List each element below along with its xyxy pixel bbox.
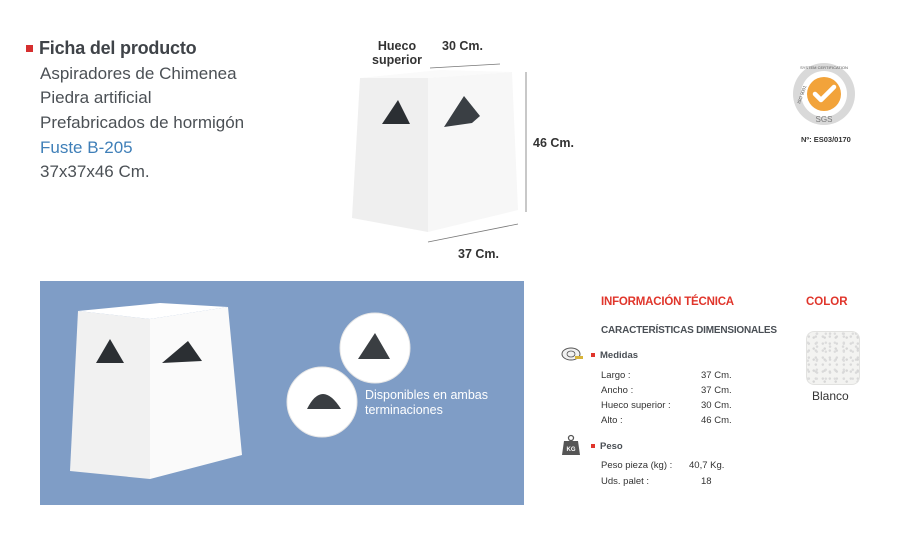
medidas-heading (591, 350, 638, 361)
color-swatch-blanco (806, 331, 860, 385)
header-line-2: Piedra artificial (40, 88, 152, 107)
peso-bullet (591, 444, 595, 448)
spec-key: Largo : (601, 370, 631, 381)
tech-info-subtitle: CARACTERÍSTICAS DIMENSIONALES (601, 325, 777, 336)
top-dimension-line (430, 64, 500, 68)
tape-measure-icon (561, 346, 583, 362)
color-name: Blanco (812, 389, 849, 403)
spec-row-hueco (601, 400, 732, 411)
medidas-bullet (591, 353, 595, 357)
spec-row-alto (601, 415, 732, 426)
spec-row-ancho (601, 385, 732, 396)
medidas-heading-text: Medidas (600, 350, 639, 361)
spec-key: Uds. palet : (601, 476, 650, 487)
sgs-certification-seal (790, 60, 860, 132)
tech-info-title: INFORMACIÓN TÉCNICA (601, 296, 734, 308)
product-right-face (428, 72, 518, 232)
hueco-superior-label: Hueco superior (372, 39, 423, 67)
title-bullet (26, 45, 33, 52)
product-left-face (352, 78, 428, 232)
terminations-panel (40, 281, 524, 505)
panel-caption: Disponibles en ambas terminaciones (365, 388, 488, 417)
color-title: COLOR (806, 296, 848, 308)
peso-heading-text: Peso (600, 441, 623, 452)
spec-value: 46 Cm. (701, 415, 732, 426)
weight-icon-label: KG (566, 447, 576, 453)
spec-key: Peso pieza (kg) : (601, 460, 673, 471)
spec-key: Hueco superior : (601, 400, 671, 411)
spec-row-largo (601, 370, 732, 381)
spec-value: 30 Cm. (701, 400, 732, 411)
product-dimension-drawing (340, 60, 540, 260)
spec-value: 37 Cm. (701, 385, 732, 396)
product-model: Fuste B-205 (40, 138, 133, 157)
base-dimension-label: 37 Cm. (458, 247, 499, 261)
spec-value: 37 Cm. (701, 370, 732, 381)
svg-text:ISO 9001: ISO 9001 (796, 84, 808, 105)
header-line-3: Prefabricados de hormigón (40, 113, 245, 132)
top-dimension-label: 30 Cm. (442, 39, 483, 53)
spec-value: 18 (701, 476, 712, 487)
spec-row-peso-pieza (601, 460, 724, 471)
certification-code: Nº: ES03/0170 (801, 135, 851, 144)
panel-product-image (70, 301, 250, 481)
height-dimension-label: 46 Cm. (533, 136, 574, 150)
spec-row-uds-palet (601, 476, 712, 487)
peso-heading (591, 441, 623, 452)
product-sheet-title-row (26, 38, 196, 59)
page-title: Ficha del producto (39, 38, 197, 58)
spec-value: 40,7 Kg. (689, 460, 725, 471)
weight-icon (561, 434, 581, 456)
spec-key: Ancho : (601, 385, 634, 396)
product-size: 37x37x46 Cm. (40, 162, 150, 181)
header-line-1: Aspiradores de Chimenea (40, 64, 237, 83)
svg-text:SYSTEM CERTIFICATION: SYSTEM CERTIFICATION (800, 65, 848, 70)
arch-termination-circle (285, 365, 359, 439)
svg-text:SGS: SGS (815, 115, 833, 124)
spec-key: Alto : (601, 415, 623, 426)
